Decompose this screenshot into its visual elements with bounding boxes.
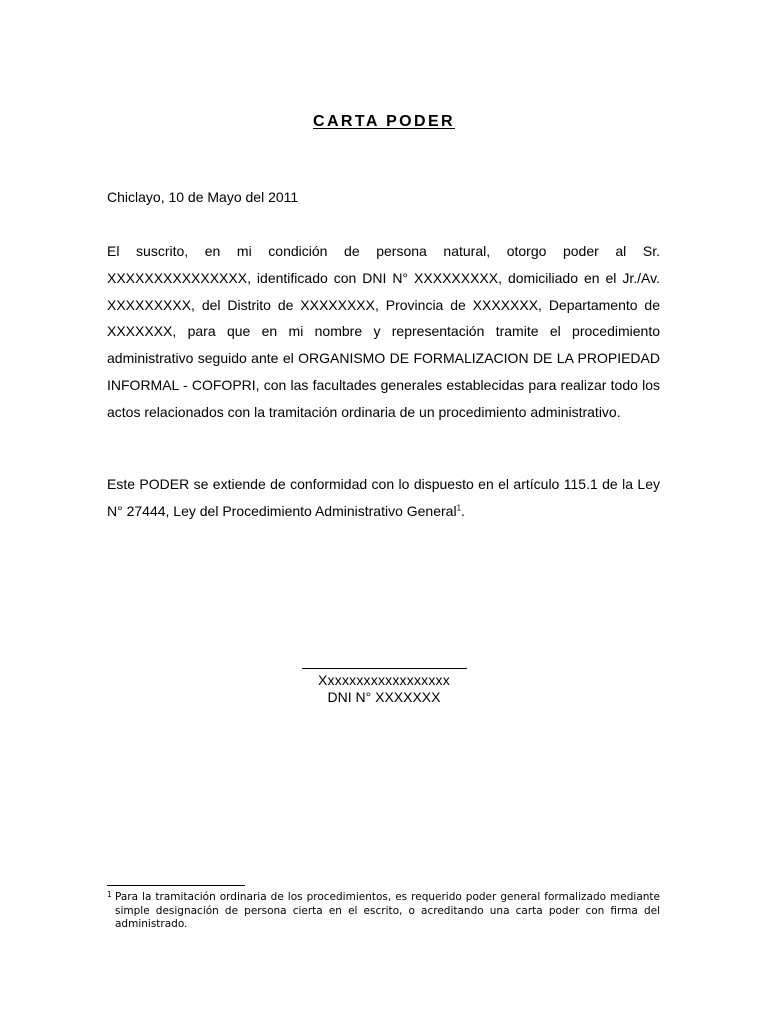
body-paragraph-2	[107, 471, 660, 525]
signature-dni: DNI N° XXXXXXX	[327, 689, 441, 705]
document-title: CARTA PODER	[313, 113, 455, 130]
body-paragraph-1: El suscrito, en mi condición de persona natural, otorgo poder al Sr. XXXXXXXXXXXXXXX, identificado con DNI N° XXXXXXXXX, domiciliado en el Jr./Av. XXXXXXXXX, del Distrito de XXXXXXXX, Provincia de XXXXXXX, Departamento de XXXXXXX, para que en mi nombre y representación tramite el procedimiento administrativo seguido ante el ORGANISMO DE FORMALIZACION DE LA PROPIEDAD INFORMAL - COFOPRI, con las facultades generales establecidas para realizar todo los actos relacionados con la tramitación ordinaria de un procedimiento administrativo.	[107, 243, 660, 420]
footnote-separator	[107, 885, 245, 886]
paragraph-2-text: Este PODER se extiende de conformidad con lo dispuesto en el artículo 115.1 de la Ley N° 27444, Ley del Procedimiento Administrativo General	[107, 476, 660, 519]
footnote-reference: 1	[456, 503, 462, 513]
signature-name: Xxxxxxxxxxxxxxxxxx	[318, 672, 450, 688]
paragraph-2-end: .	[461, 502, 465, 519]
signature-line	[302, 668, 467, 669]
footnote-text: Para la tramitación ordinaria de los procedimientos, es requerido poder general formalizado mediante simple designación de persona cierta en el escrito, o acreditando una carta poder con firma del administrado.	[115, 891, 660, 930]
footnote	[107, 891, 660, 932]
footnote-mark: 1	[107, 890, 112, 899]
date-line: Chiclayo, 10 de Mayo del 2011	[107, 189, 299, 205]
signature-block	[0, 668, 768, 705]
